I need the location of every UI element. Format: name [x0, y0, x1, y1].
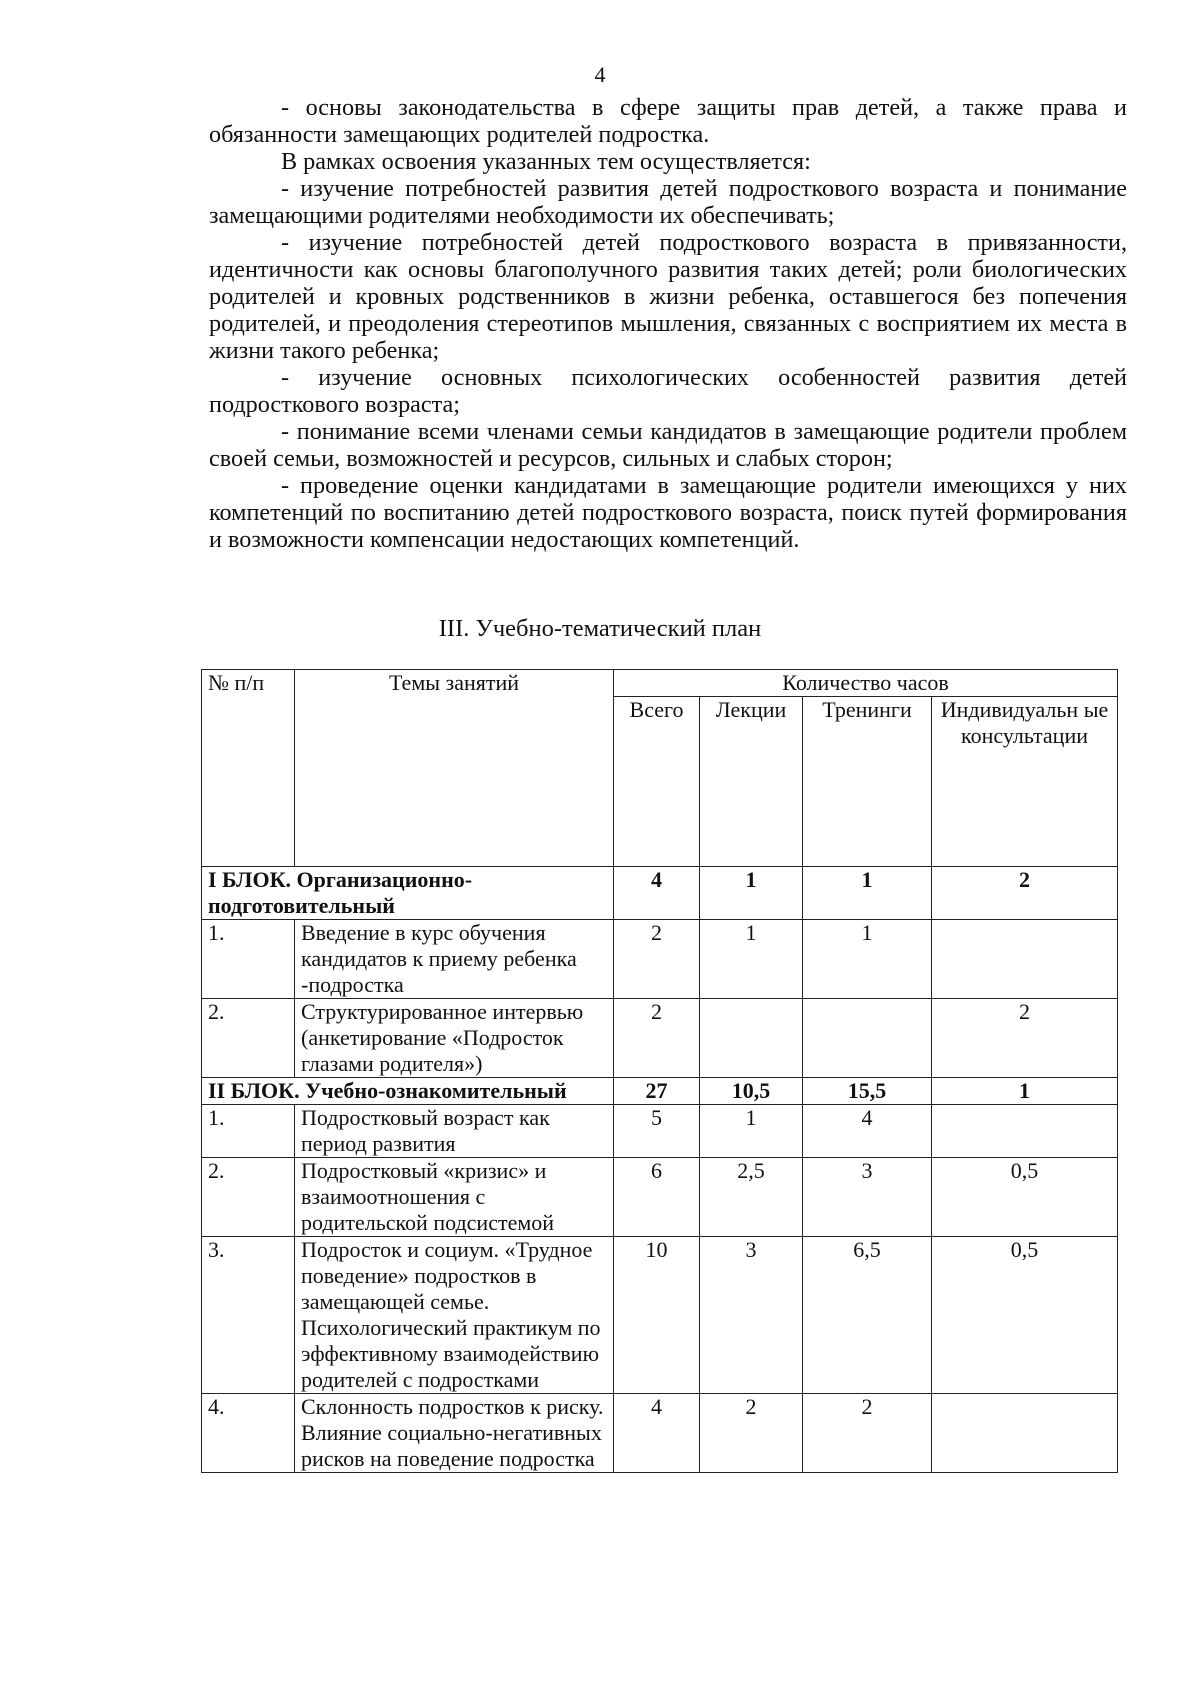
row-consult: 0,5: [932, 1237, 1118, 1394]
paragraph-intro: В рамках освоения указанных тем осуществляется:: [281, 148, 811, 175]
table-row: [202, 1237, 1118, 1394]
block-title: II БЛОК. Учебно-ознакомительный: [202, 1078, 614, 1105]
table-row: [202, 1158, 1118, 1237]
table-row: [202, 920, 1118, 999]
row-trainings: 3: [803, 1158, 932, 1237]
block-row: [202, 1078, 1118, 1105]
header-lectures: Лекции: [700, 697, 803, 867]
curriculum-table: [201, 669, 1118, 1473]
paragraph-family: - понимание всеми членами семьи кандидатов в замещающие родители проблем своей семьи, возможностей и ресурсов, сильных и слабых сторон;: [209, 418, 1127, 472]
row-trainings: 6,5: [803, 1237, 932, 1394]
paragraph-legislation: - основы законодательства в сфере защиты прав детей, а также права и обязанности замещающих родителей подростка.: [209, 94, 1127, 148]
row-topic: Введение в курс обучения кандидатов к приему ребенка -подростка: [295, 920, 614, 999]
header-consult: Индивидуальн ые консультации: [932, 697, 1118, 867]
row-num: 1.: [202, 1105, 295, 1158]
row-num: 2.: [202, 999, 295, 1078]
row-lectures: 1: [700, 920, 803, 999]
row-num: 4.: [202, 1394, 295, 1473]
table-row: [202, 1105, 1118, 1158]
paragraph-needs: - изучение потребностей развития детей подросткового возраста и понимание замещающими родителями необходимости их обеспечивать;: [209, 175, 1127, 229]
header-num: № п/п: [202, 670, 295, 867]
header-trainings: Тренинги: [803, 697, 932, 867]
block-trainings: 1: [803, 867, 932, 920]
block-trainings: 15,5: [803, 1078, 932, 1105]
row-total: 5: [614, 1105, 700, 1158]
block-row: [202, 867, 1118, 920]
block-consult: 2: [932, 867, 1118, 920]
row-total: 10: [614, 1237, 700, 1394]
row-topic: Подросток и социум. «Трудное поведение» подростков в замещающей семье. Психологический практикум по эффективному взаимодействию родителей с подростками: [295, 1237, 614, 1394]
row-lectures: 3: [700, 1237, 803, 1394]
row-num: 1.: [202, 920, 295, 999]
row-lectures: 2,5: [700, 1158, 803, 1237]
row-consult: [932, 1394, 1118, 1473]
block-title: I БЛОК. Организационно-подготовительный: [202, 867, 614, 920]
row-trainings: 1: [803, 920, 932, 999]
table-row: [202, 999, 1118, 1078]
paragraph-psychology: - изучение основных психологических особенностей развития детей подросткового возраста;: [209, 364, 1127, 418]
row-topic: Склонность подростков к риску. Влияние социально-негативных рисков на поведение подростка: [295, 1394, 614, 1473]
section-title: III. Учебно-тематический план: [438, 615, 762, 642]
header-row: [202, 670, 1118, 697]
row-trainings: 4: [803, 1105, 932, 1158]
row-topic: Подростковый возраст как период развития: [295, 1105, 614, 1158]
row-lectures: [700, 999, 803, 1078]
row-consult: 0,5: [932, 1158, 1118, 1237]
row-topic: Подростковый «кризис» и взаимоотношения с родительской подсистемой: [295, 1158, 614, 1237]
row-num: 3.: [202, 1237, 295, 1394]
block-lectures: 1: [700, 867, 803, 920]
paragraph-assessment: - проведение оценки кандидатами в замещающие родители имеющихся у них компетенций по воспитанию детей подросткового возраста, поиск путей формирования и возможности компенсации недостающих компетенций.: [209, 472, 1127, 553]
block-consult: 1: [932, 1078, 1118, 1105]
row-trainings: [803, 999, 932, 1078]
header-total: Всего: [614, 697, 700, 867]
row-consult: [932, 1105, 1118, 1158]
row-num: 2.: [202, 1158, 295, 1237]
row-total: 4: [614, 1394, 700, 1473]
row-total: 2: [614, 999, 700, 1078]
row-trainings: 2: [803, 1394, 932, 1473]
page-number: 4: [594, 62, 606, 87]
row-topic: Структурированное интервью (анкетирование «Подросток глазами родителя»): [295, 999, 614, 1078]
block-total: 4: [614, 867, 700, 920]
paragraph-attachment: - изучение потребностей детей подросткового возраста в привязанности, идентичности как основы благополучного развития таких детей; роли биологических родителей и кровных родственников в жизни ребенка, оставшегося без попечения родителей, и преодоления стереотипов мышления, связанных с восприятием их места в жизни такого ребенка;: [209, 229, 1127, 364]
row-lectures: 2: [700, 1394, 803, 1473]
header-topic: Темы занятий: [295, 670, 614, 867]
block-total: 27: [614, 1078, 700, 1105]
row-lectures: 1: [700, 1105, 803, 1158]
table-row: [202, 1394, 1118, 1473]
body-text: [209, 94, 1127, 553]
block-lectures: 10,5: [700, 1078, 803, 1105]
row-total: 2: [614, 920, 700, 999]
row-consult: 2: [932, 999, 1118, 1078]
row-consult: [932, 920, 1118, 999]
header-hours: Количество часов: [614, 670, 1118, 697]
row-total: 6: [614, 1158, 700, 1237]
